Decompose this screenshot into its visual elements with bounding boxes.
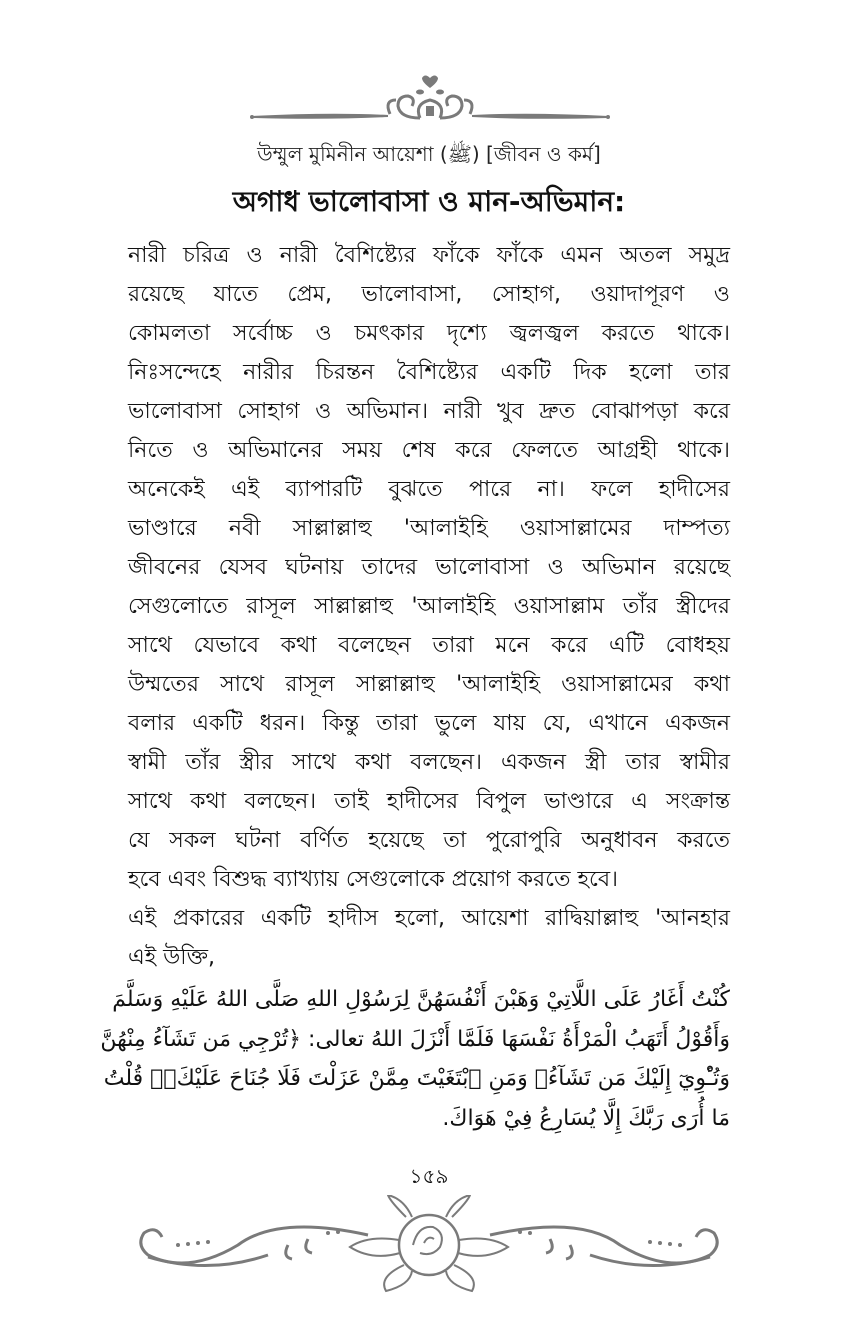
body-text <box>128 236 730 977</box>
rose-flourish-ornament-icon <box>128 1195 730 1295</box>
arabic-line: وَأَقُوْلُ أَتَهَبُ الْمَرْأَةُ نَفْسَهَا فَلَمَّا أَنْزَلَ اللهُ تعالى: ﴿تُرْجِي مَن تَشَآءُ مِنْهُنَّ <box>100 1026 730 1052</box>
body-line: জীবনের যেসব ঘটনায় তাদের ভালোবাসা ও অভিমান রয়েছে <box>128 555 730 580</box>
arabic-line: وَتُـْٔوِيٓ إِلَيْكَ مَن تَشَآءُۖ وَمَنِ ٱبْتَغَيْتَ مِمَّنْ عَزَلْتَ فَلَا جُنَاحَ عَلَيْكَۚ﴾ قُلْتُ <box>103 1066 730 1091</box>
floral-divider-ornament-icon <box>250 70 610 126</box>
arabic-quote <box>100 980 730 1138</box>
body-line: সেগুলোতে রাসূল সাল্লাল্লাহু 'আলাইহি ওয়াসাল্লাম তাঁর স্ত্রীদের <box>128 594 730 619</box>
body-line: রয়েছে যাতে প্রেম, ভালোবাসা, সোহাগ, ওয়াদাপূরণ ও <box>128 282 730 307</box>
body-line: সাথে কথা বলছেন। তাই হাদীসের বিপুল ভাণ্ডারে এ সংক্রান্ত <box>128 789 730 814</box>
body-line: সাথে যেভাবে কথা বলেছেন তারা মনে করে এটি বোধহয় <box>128 633 730 658</box>
body-line: এই উক্তি, <box>128 945 215 970</box>
body-line: বলার একটি ধরন। কিন্তু তারা ভুলে যায় যে, এখানে একজন <box>128 711 730 736</box>
body-line: স্বামী তাঁর স্ত্রীর সাথে কথা বলছেন। একজন স্ত্রী তার স্বামীর <box>128 750 730 775</box>
body-line: নারী চরিত্র ও নারী বৈশিষ্ট্যের ফাঁকে ফাঁকে এমন অতল সমুদ্র <box>128 243 730 268</box>
body-line: হবে এবং বিশুদ্ধ ব্যাখ্যায় সেগুলোকে প্রয়োগ করতে হবে। <box>128 867 619 892</box>
page-number: ১৫৯ <box>409 1164 449 1188</box>
body-line: ভাণ্ডারে নবী সাল্লাল্লাহু 'আলাইহি ওয়াসাল্লামের দাম্পত্য <box>128 516 730 541</box>
section-title: অগাধ ভালোবাসা ও মান-অভিমান: <box>232 185 626 218</box>
body-line: যে সকল ঘটনা বর্ণিত হয়েছে তা পুরোপুরি অনুধাবন করতে <box>128 828 730 853</box>
running-header: উম্মুল মুমিনীন আয়েশা (ﷺ) [জীবন ও কর্ম] <box>257 142 601 166</box>
arabic-line: كُنْتُ أَغَارُ عَلَى اللَّاتِيْ وَهَبْنَ أَنْفُسَهُنَّ لِرَسُوْلِ اللهِ صَلَّى اللهُ عَلَيْهِ وَسَلَّمَ <box>112 987 730 1012</box>
body-line: ভালোবাসা সোহাগ ও অভিমান। নারী খুব দ্রুত বোঝাপড়া করে <box>128 399 730 424</box>
body-line: নিঃসন্দেহে নারীর চিরন্তন বৈশিষ্ট্যের একটি দিক হলো তার <box>128 360 730 385</box>
body-line: উম্মতের সাথে রাসূল সাল্লাল্লাহু 'আলাইহি ওয়াসাল্লামের কথা <box>128 672 730 697</box>
arabic-line: مَا أُرَى رَبَّكَ إِلَّا يُسَارِعُ فِيْ هَوَاكَ. <box>442 1105 730 1131</box>
body-line: কোমলতা সর্বোচ্চ ও চমৎকার দৃশ্যে জ্বলজ্বল করতে থাকে। <box>128 321 730 346</box>
body-line: নিতে ও অভিমানের সময় শেষ করে ফেলতে আগ্রহী থাকে। <box>128 438 730 463</box>
body-line: এই প্রকারের একটি হাদীস হলো, আয়েশা রাদ্বিয়াল্লাহু 'আনহার <box>128 906 730 931</box>
body-line: অনেকেই এই ব্যাপারটি বুঝতে পারে না। ফলে হাদীসের <box>128 477 730 502</box>
